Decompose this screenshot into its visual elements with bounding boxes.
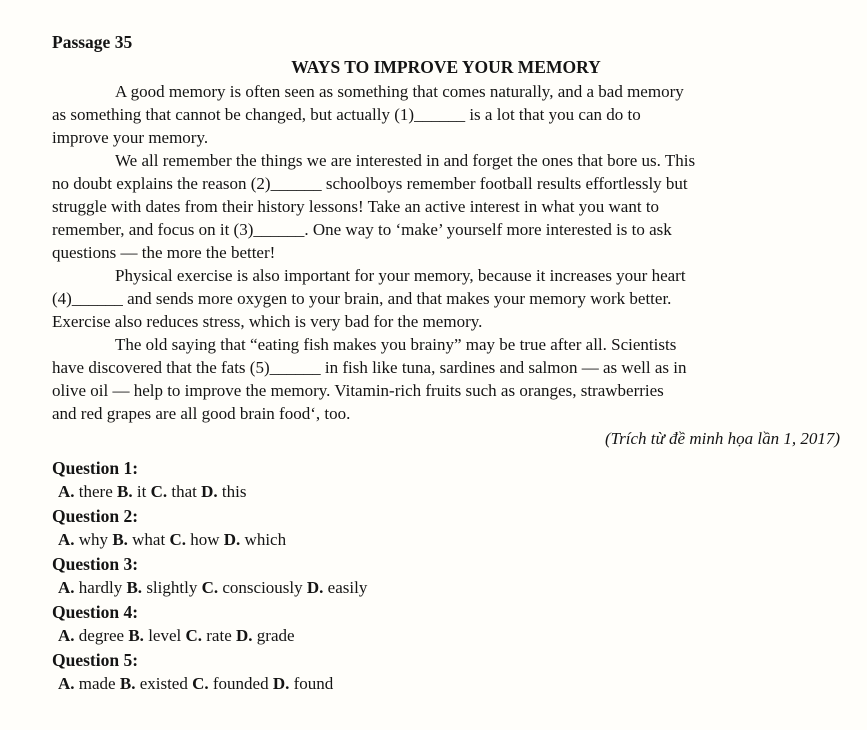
option-text: that [167,482,202,501]
passage-label: Passage 35 [52,32,133,52]
passage-line: and red grapes are all good brain food‘, too. [52,404,351,423]
option-text: level [143,626,186,645]
option-key: B. [117,482,133,501]
question-label: Question 1: [52,458,139,478]
option-text: there [74,482,118,501]
passage-line: questions — the more the better! [52,243,276,262]
option-text: how [185,530,224,549]
citation: (Trích từ đề minh họa lần 1, 2017) [605,429,840,448]
option-key: C. [169,530,186,549]
option-text: grade [252,626,295,645]
passage-line: We all remember the things we are interested in and forget the ones that bore us. This [115,151,696,170]
option-key: C. [192,674,209,693]
option-key: B. [119,674,136,693]
passage-line: as something that cannot be changed, but actually (1)______ is a lot that you can do to [52,105,641,124]
option-key: D. [201,482,218,501]
option-text: why [74,530,113,549]
option-text: degree [74,626,129,645]
question-label: Question 4: [52,602,139,622]
option-key: D. [223,530,241,549]
option-key: C. [201,578,219,597]
question-options [52,672,840,696]
question-options [52,480,840,504]
option-text: existed [135,674,193,693]
option-key: D. [306,578,324,597]
option-text: consciously [218,578,307,597]
passage-line: olive oil — help to improve the memory. Vitamin-rich fruits such as oranges, strawberries [52,381,664,400]
option-key: B. [128,626,144,645]
question-options [52,576,840,600]
option-key: A. [58,578,75,597]
option-text: founded [208,674,273,693]
option-key: A. [58,674,75,693]
option-text: what [127,530,170,549]
paragraph [52,333,840,425]
question-label: Question 2: [52,506,139,526]
question-options [52,528,840,552]
paragraph [52,149,840,264]
passage-line: (4)______ and sends more oxygen to your brain, and that makes your memory work better. [52,289,672,308]
option-key: A. [58,626,75,645]
paragraph [52,80,840,149]
passage-line: A good memory is often seen as something that comes naturally, and a bad memory [115,82,684,101]
paragraph [52,264,840,333]
passage-body [52,80,840,425]
option-key: D. [236,626,253,645]
option-text: made [74,674,120,693]
passage-line: Physical exercise is also important for your memory, because it increases your heart [115,266,686,285]
option-key: D. [272,674,290,693]
option-key: C. [185,626,203,645]
option-key: B. [126,578,143,597]
passage-line: The old saying that “eating fish makes you brainy” may be true after all. Scientists [115,335,677,354]
passage-line: no doubt explains the reason (2)______ schoolboys remember football results effortlessly but [52,174,688,193]
option-text: which [240,530,287,549]
option-key: C. [150,482,168,501]
option-text: rate [202,626,236,645]
question-label: Question 5: [52,650,139,670]
option-text: it [132,482,151,501]
option-key: A. [58,530,75,549]
option-key: A. [58,482,75,501]
question-options [52,624,840,648]
passage-title: WAYS TO IMPROVE YOUR MEMORY [291,57,601,77]
option-text: easily [323,578,368,597]
passage-line: struggle with dates from their history lessons! Take an active interest in what you want to [52,197,660,216]
passage-line: improve your memory. [52,128,209,147]
option-text: hardly [74,578,127,597]
question-label: Question 3: [52,554,139,574]
passage-line: have discovered that the fats (5)______ in fish like tuna, sardines and salmon — as well as in [52,358,687,377]
option-text: found [289,674,334,693]
passage-line: remember, and focus on it (3)______. One way to ‘make’ yourself more interested is to ask [52,220,672,239]
option-key: B. [112,530,128,549]
questions-section [52,456,840,696]
option-text: this [217,482,247,501]
option-text: slightly [142,578,202,597]
passage-line: Exercise also reduces stress, which is very bad for the memory. [52,312,483,331]
